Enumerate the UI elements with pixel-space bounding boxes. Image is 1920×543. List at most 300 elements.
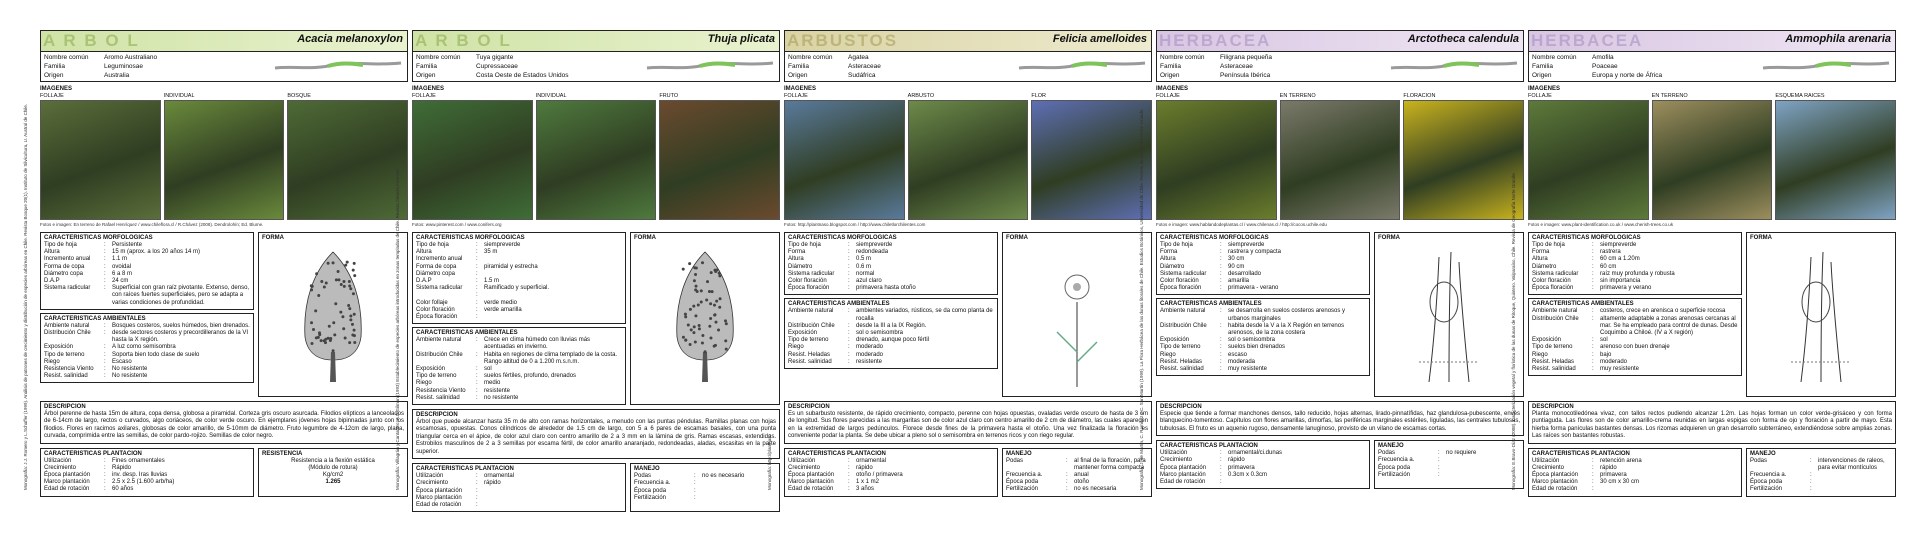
description-box xyxy=(412,409,780,459)
kv-row xyxy=(1532,242,1738,249)
kv-row xyxy=(416,473,622,480)
species-sheet xyxy=(1511,30,1896,495)
morphology-title: CARACTERISTICAS MORFOLOGICAS xyxy=(1160,235,1269,241)
kv-colon: : xyxy=(848,457,850,464)
kv-row xyxy=(1532,337,1738,344)
species-name: Felicia amelloides xyxy=(1052,33,1147,45)
photo-credit: Fotos: http://plantnaso.blogspot.com / http://www.chiletlorchilentes.com xyxy=(784,222,926,227)
sheet-header xyxy=(1528,30,1896,52)
kv-value: rápido xyxy=(484,480,501,487)
kv-key: Podas xyxy=(1378,450,1396,457)
kv-key: Época plantación xyxy=(788,472,835,479)
kv-colon: : xyxy=(476,249,478,256)
environment-title: CARACTERISTICAS AMBIENTALES xyxy=(788,301,890,308)
kv-colon: : xyxy=(476,480,478,487)
kv-value: desarrollado xyxy=(1228,270,1262,277)
image-label: FOLLAJE xyxy=(1528,93,1552,99)
kv-row xyxy=(416,488,622,495)
images-row xyxy=(1528,93,1896,220)
kv-value: retención arena xyxy=(1600,457,1642,464)
kv-key: Riego xyxy=(1160,351,1176,358)
kv-row xyxy=(416,249,622,256)
form-title: FORMA xyxy=(1378,235,1400,241)
kv-colon: : xyxy=(476,299,478,306)
kv-key: Tipo de hoja xyxy=(44,242,77,248)
kv-value: siempreverde xyxy=(1228,242,1265,248)
kv-value xyxy=(484,271,622,278)
kv-colon: : xyxy=(1220,263,1222,270)
kv-value xyxy=(702,480,776,487)
kv-key: Época plantación xyxy=(44,472,91,479)
vertical-credit-text: Monografía: http://plantnaso xyxy=(767,433,772,490)
name-value: Península Ibérica xyxy=(1220,72,1271,79)
kv-key: Utilización xyxy=(416,473,444,480)
form-box xyxy=(258,232,408,397)
kv-value: Bosques costeros, suelos húmedos, bien drenados. xyxy=(112,322,250,329)
kv-colon: : xyxy=(1220,479,1222,486)
kv-key: Fertilización xyxy=(634,494,667,501)
kv-value: sol xyxy=(484,366,492,373)
kv-row xyxy=(788,344,994,351)
kv-value: Fines ornamentales xyxy=(112,457,165,464)
kv-value xyxy=(484,495,622,502)
kv-colon: : xyxy=(1592,486,1594,493)
name-key: Familia xyxy=(44,63,65,70)
kv-key: Exposición xyxy=(1160,337,1190,344)
kv-key: Edad de rotación xyxy=(1532,486,1578,493)
management-box xyxy=(1746,448,1896,497)
kv-colon: : xyxy=(1592,472,1594,479)
management-title: MANEJO xyxy=(1006,450,1032,457)
kv-row xyxy=(1378,457,1520,464)
kv-key: Época plantación xyxy=(1160,464,1207,471)
kv-colon: : xyxy=(104,358,106,365)
kv-value: suelos bien drenados xyxy=(1228,344,1286,351)
kv-row xyxy=(1532,344,1738,351)
kv-key: Altura xyxy=(788,256,804,263)
images-row xyxy=(1156,93,1524,220)
kv-row xyxy=(1006,479,1148,486)
tree-drawing xyxy=(262,242,404,392)
kv-key: Riego xyxy=(44,358,60,365)
kv-colon: : xyxy=(1220,256,1222,263)
kv-key: Riego xyxy=(788,344,804,351)
kv-colon: : xyxy=(104,351,106,358)
images-title: IMAGENES xyxy=(412,86,445,92)
kv-colon: : xyxy=(1592,358,1594,365)
name-value: Sudáfrica xyxy=(848,72,876,79)
kv-colon: : xyxy=(848,242,850,248)
name-value: Asteraceae xyxy=(1220,63,1253,70)
kv-row xyxy=(1160,264,1366,271)
kv-key: Marco plantación xyxy=(416,494,462,501)
kv-value: sol o semisombra xyxy=(856,330,904,337)
kv-colon: : xyxy=(476,373,478,380)
tree-drawing xyxy=(634,242,776,392)
kv-key: Exposición xyxy=(416,366,446,373)
kv-row xyxy=(416,264,622,271)
kv-key: Distribución Chile xyxy=(44,330,91,337)
image-label: EN TERRENO xyxy=(1279,93,1316,99)
vertical-credit xyxy=(23,90,38,490)
kv-row xyxy=(1532,465,1738,472)
herb-drawing xyxy=(1750,242,1892,392)
kv-row xyxy=(788,256,994,263)
name-value: Europa y norte de África xyxy=(1592,72,1663,79)
kv-colon: : xyxy=(1066,457,1068,464)
kv-value: desde la III a la IX Región. xyxy=(856,322,927,329)
planting-box xyxy=(40,448,254,497)
kv-colon: : xyxy=(104,486,106,493)
kv-value: No resistente xyxy=(112,366,148,373)
left-column xyxy=(1156,232,1370,397)
kv-value xyxy=(484,256,622,263)
kv-value: altamente adaptable a zonas arenosas cercanas al mar. Se ha empleado para control de dunas. Desde Coquimbo a Chiloé. (IV a X región) xyxy=(1600,315,1738,337)
kv-key: Utilización xyxy=(44,457,72,464)
kv-value: se desarrolla en suelos costeros arenosos y urbanos marginales xyxy=(1228,308,1346,322)
category-title: HERBACEA xyxy=(1531,31,1644,50)
kv-value: 35 m xyxy=(484,249,498,256)
image-label: FLOR xyxy=(1031,93,1047,99)
image-column xyxy=(412,93,533,220)
kv-value: moderado xyxy=(1600,358,1628,365)
kv-key: Tipo de terreno xyxy=(788,337,829,344)
description-text: Es un subarbusto resistente, de rápido crecimiento, compacto, perenne con hojas opuestas, ovaladas verde oscuro de hasta de 3 cm de longitud. Sus flores parecidas a las margaritas son de color azul claro con centro amarillo de 2 cm de diámetro, las cuales aparecen en la extremidad de largos pedúnculos. Florece desde fines de la primavera hasta el otoño. Una vez finalizada la floración es conveniente podar la planta. Se debe ubicar a pleno sol o semisombra en terrenos ricos y con riego regular. xyxy=(788,411,1148,440)
photo xyxy=(1031,100,1152,220)
kv-value xyxy=(1446,472,1520,479)
kv-row xyxy=(1532,316,1738,338)
kv-row xyxy=(416,373,622,380)
planting-title: CARACTERISTICAS PLANTACION xyxy=(788,450,886,457)
kv-value: no es necesario xyxy=(702,473,745,480)
kv-value: otoño xyxy=(1074,479,1090,486)
kv-row xyxy=(416,300,622,307)
kv-row xyxy=(1532,264,1738,271)
kv-colon: : xyxy=(1592,278,1594,285)
name-key: Familia xyxy=(416,63,437,70)
management-box xyxy=(258,448,408,497)
kv-colon: : xyxy=(694,480,696,487)
kv-value: piramidal y estrecha xyxy=(484,263,538,270)
kv-key: D.A.P xyxy=(44,278,60,285)
kv-colon: : xyxy=(1592,249,1594,256)
kv-key: Tipo de hoja xyxy=(1160,242,1193,248)
kv-colon: : xyxy=(1220,366,1222,373)
kv-key: Edad de rotación xyxy=(44,486,90,493)
kv-key: Marco plantación xyxy=(44,479,90,486)
kv-row xyxy=(1006,458,1148,472)
vertical-credit-text: Monografía: E.Bravo-Díaz (2008). Caracterización vegetal y florística de las dunas de Ritoque, Quintero. Valparaíso, Chile. Revista de Geografía Norte Grande. xyxy=(1511,171,1516,490)
kv-colon: : xyxy=(104,270,106,277)
common-names-box xyxy=(40,52,408,82)
kv-value: primavera xyxy=(1228,464,1255,471)
management-box xyxy=(1374,440,1524,489)
kv-colon: : xyxy=(1220,457,1222,464)
kv-colon: : xyxy=(104,366,106,373)
resistance-line: Kg/cm2 xyxy=(322,472,344,479)
kv-row xyxy=(1160,366,1366,373)
kv-value: 0.5 m xyxy=(856,256,872,263)
kv-value: ambientes variados, rústicos, se da como planta de rocalla xyxy=(856,308,993,322)
photo xyxy=(536,100,657,220)
kv-colon: : xyxy=(1220,242,1222,248)
kv-row xyxy=(788,249,994,256)
kv-row xyxy=(44,278,250,285)
kv-colon: : xyxy=(1220,358,1222,365)
kv-colon: : xyxy=(1592,285,1594,292)
photo xyxy=(908,100,1029,220)
description-title: DESCRIPCION xyxy=(788,404,830,410)
kv-colon: : xyxy=(694,487,696,494)
kv-value: Escaso xyxy=(112,358,132,365)
kv-colon: : xyxy=(476,292,478,299)
chile-map-icon xyxy=(273,54,403,76)
kv-row xyxy=(416,337,622,351)
kv-row xyxy=(416,366,622,373)
environment-title: CARACTERISTICAS AMBIENTALES xyxy=(416,330,518,337)
kv-colon: : xyxy=(848,263,850,270)
kv-colon: : xyxy=(1592,366,1594,373)
kv-colon: : xyxy=(848,256,850,263)
kv-key: Diámetro copa xyxy=(416,270,456,277)
kv-colon: : xyxy=(1438,457,1440,464)
kv-value: 1 x 1 m2 xyxy=(856,479,880,486)
photo-credit: Fotos e imagen: En terreno de Rafael Henríquez / www.chileflora.cl / R.Chávez (2008). Dendrolohín; Ed. Blume. xyxy=(40,222,264,227)
description-title: DESCRIPCION xyxy=(1532,404,1574,410)
image-column xyxy=(164,93,285,220)
kv-value: muy resistente xyxy=(1228,366,1268,373)
kv-colon: : xyxy=(476,380,478,387)
kv-key: Sistema radicular xyxy=(416,285,463,292)
kv-colon: : xyxy=(1592,308,1594,315)
resistance-line: (Módulo de rotura) xyxy=(308,464,358,471)
kv-value: siempreverde xyxy=(856,242,893,248)
kv-key: Tipo de hoja xyxy=(416,242,449,248)
kv-colon: : xyxy=(848,337,850,344)
photo-credit: Fotos: www.pinterest.com / www.conifers.org xyxy=(412,222,502,227)
kv-value: raíz muy profunda y robusta xyxy=(1600,270,1675,277)
kv-key: Crecimiento xyxy=(1532,464,1565,471)
description-box xyxy=(40,401,408,444)
planting-box xyxy=(1156,440,1370,489)
kv-colon: : xyxy=(1810,472,1812,479)
name-value: Australia xyxy=(104,72,130,79)
chile-map-icon xyxy=(1761,54,1891,76)
planting-box xyxy=(784,448,998,497)
kv-row xyxy=(1160,465,1366,472)
bottom-section xyxy=(1528,448,1896,497)
images-row xyxy=(412,93,780,220)
name-key: Origen xyxy=(44,72,64,79)
kv-colon: : xyxy=(476,487,478,494)
kv-value: 0.6 m xyxy=(856,263,872,270)
kv-value: resistente xyxy=(856,358,883,365)
kv-colon: : xyxy=(848,249,850,256)
kv-colon: : xyxy=(1438,450,1440,457)
kv-colon: : xyxy=(848,358,850,365)
description-title: DESCRIPCION xyxy=(44,404,86,410)
species-name: Arctotheca calendula xyxy=(1407,33,1519,45)
kv-row xyxy=(1532,256,1738,263)
kv-key: Resist. Heladas xyxy=(1532,358,1575,365)
kv-key: Tipo de terreno xyxy=(1160,344,1201,351)
kv-key: Época poda xyxy=(634,487,667,494)
chile-map-icon xyxy=(1017,54,1147,76)
kv-colon: : xyxy=(104,330,106,337)
kv-row xyxy=(416,502,622,509)
kv-value: primavera - verano xyxy=(1228,285,1279,292)
kv-colon: : xyxy=(848,285,850,292)
kv-key: Exposición xyxy=(1532,337,1562,344)
environment-box xyxy=(1528,298,1742,376)
kv-value: 60 cm a 1.20m xyxy=(1600,256,1640,263)
kv-colon: : xyxy=(476,366,478,373)
kv-colon: : xyxy=(476,306,478,313)
name-key: Nombre común xyxy=(44,54,89,61)
middle-section xyxy=(412,232,780,405)
kv-value: rastrera xyxy=(1600,249,1621,256)
kv-colon: : xyxy=(1438,471,1440,478)
form-box xyxy=(1746,232,1896,397)
kv-value: medio xyxy=(484,380,501,387)
bottom-section xyxy=(412,463,780,512)
kv-value xyxy=(484,502,622,509)
kv-colon: : xyxy=(848,479,850,486)
kv-value xyxy=(1818,472,1892,479)
name-value: Costa Oeste de Estados Unidos xyxy=(476,72,569,79)
kv-colon: : xyxy=(1592,315,1594,322)
kv-colon: : xyxy=(104,457,106,464)
kv-value: rápido xyxy=(1228,457,1245,464)
kv-value xyxy=(484,488,622,495)
name-value: Poaceae xyxy=(1592,63,1618,70)
species-sheet xyxy=(1139,30,1524,495)
image-label: INDIVIDUAL xyxy=(535,93,567,99)
kv-row xyxy=(1160,352,1366,359)
image-label: INDIVIDUAL xyxy=(163,93,195,99)
kv-key: Altura xyxy=(416,249,432,256)
kv-row xyxy=(634,480,776,487)
kv-value xyxy=(1446,457,1520,464)
kv-key: Altura xyxy=(1532,256,1548,263)
sheet-header xyxy=(1156,30,1524,52)
kv-key: Frecuencia a. xyxy=(1006,472,1043,479)
kv-key: Diámetro xyxy=(1532,263,1557,270)
kv-row xyxy=(1378,450,1520,457)
description-text: Árbol perenne de hasta 15m de altura, copa densa, globosa a piramidal. Corteza gris oscuro asurcada. Filodios elípticos a lanceolados de 6-14cm de largo, rectos o curvados, algo coriáceos, de color verde oscuro. En ejemplares jóvenes hojas bipinnadas junto con los filodios. Flores en racimos axilares, globosas de color amarillo, de 5-10mm de diámetro. Fruto legumbre de 4-12cm de largo, plana, curvada, comprimida entre las semillas, de color pardo-rojizo. Semillas de color negro. xyxy=(44,411,404,440)
description-title: DESCRIPCION xyxy=(1160,404,1202,410)
kv-key: Crecimiento xyxy=(788,464,821,471)
image-label: BOSQUE xyxy=(287,93,311,99)
kv-row xyxy=(416,292,622,299)
images-title: IMAGENES xyxy=(1156,86,1189,92)
name-key: Origen xyxy=(1160,72,1180,79)
kv-key: Sistema radicular xyxy=(1160,270,1207,277)
kv-value: desde sectores costeros y precordilleranos de la VI hasta la X región. xyxy=(112,330,249,344)
form-box xyxy=(1374,232,1524,397)
kv-value: rastrera y compacta xyxy=(1228,249,1282,256)
kv-row xyxy=(44,465,250,472)
kv-key: Utilización xyxy=(1160,450,1188,457)
category-title: A R B O L xyxy=(43,31,140,50)
kv-row xyxy=(44,352,250,359)
kv-key: Forma xyxy=(788,249,806,256)
kv-colon: : xyxy=(848,344,850,351)
environment-box xyxy=(784,298,998,369)
kv-colon: : xyxy=(1220,322,1222,329)
kv-value: inv. desp. Iras lluvias xyxy=(112,472,168,479)
kv-key: Resist. Heladas xyxy=(788,351,831,358)
environment-box xyxy=(412,327,626,405)
kv-key: Forma xyxy=(1160,249,1178,256)
kv-key: Tipo de terreno xyxy=(416,373,457,380)
kv-row xyxy=(44,264,250,271)
vertical-credit-text: Monografía: J.J. Romero y L.Schaffer (1999). Análisis de patrones de crecimiento y distribución de especies arbóreas en Chile. Revista Bosque 20(1). Instituto de Silvicultura, U. Austral de Chile. xyxy=(23,103,28,490)
sheet-header xyxy=(784,30,1152,52)
kv-key: Podas xyxy=(1006,457,1024,464)
name-key: Familia xyxy=(1532,63,1553,70)
species-sheet xyxy=(23,30,408,495)
kv-colon: : xyxy=(1066,479,1068,486)
kv-key: Ambiente natural xyxy=(1160,308,1206,315)
kv-key: Edad de rotación xyxy=(416,501,462,508)
management-title: MANEJO xyxy=(634,466,660,473)
kv-value: 60 cm xyxy=(1600,263,1617,270)
photo xyxy=(1156,100,1277,220)
kv-value: moderado xyxy=(856,344,884,351)
image-column xyxy=(1775,93,1896,220)
kv-row xyxy=(1532,352,1738,359)
kv-colon: : xyxy=(104,285,106,292)
kv-colon: : xyxy=(1592,351,1594,358)
kv-value xyxy=(1818,479,1892,486)
kv-value: sin importancia xyxy=(1600,278,1641,285)
form-title: FORMA xyxy=(262,235,284,241)
kv-colon: : xyxy=(1592,337,1594,344)
middle-section xyxy=(1156,232,1524,397)
kv-colon: : xyxy=(104,344,106,351)
kv-colon: : xyxy=(1220,450,1222,457)
kv-key: Exposición xyxy=(44,344,74,351)
kv-colon: : xyxy=(476,351,478,358)
kv-value: ornamental xyxy=(484,473,515,480)
kv-row xyxy=(788,337,994,344)
sheet-header xyxy=(412,30,780,52)
kv-colon: : xyxy=(476,256,478,263)
image-column xyxy=(1403,93,1524,220)
kv-colon: : xyxy=(848,322,850,329)
left-column xyxy=(412,232,626,405)
kv-value xyxy=(702,488,776,495)
kv-row xyxy=(1532,308,1738,315)
kv-value: 30 cm xyxy=(1228,256,1245,263)
image-label: FRUTO xyxy=(659,93,679,99)
environment-box xyxy=(40,313,254,384)
kv-key: Diámetro xyxy=(788,263,813,270)
kv-key: Podas xyxy=(634,473,652,480)
kv-key: Tipo de terreno xyxy=(1532,344,1573,351)
kv-row xyxy=(1532,479,1738,486)
kv-value: verde amarilla xyxy=(484,306,522,313)
kv-key: Edad de rotación xyxy=(788,486,834,493)
kv-row xyxy=(416,480,622,487)
images-row xyxy=(40,93,408,220)
kv-row xyxy=(416,285,622,292)
species-name: Thuja plicata xyxy=(707,33,775,45)
kv-value: redondeada xyxy=(856,249,889,256)
kv-row xyxy=(1160,256,1366,263)
description-title: DESCRIPCION xyxy=(416,412,458,419)
